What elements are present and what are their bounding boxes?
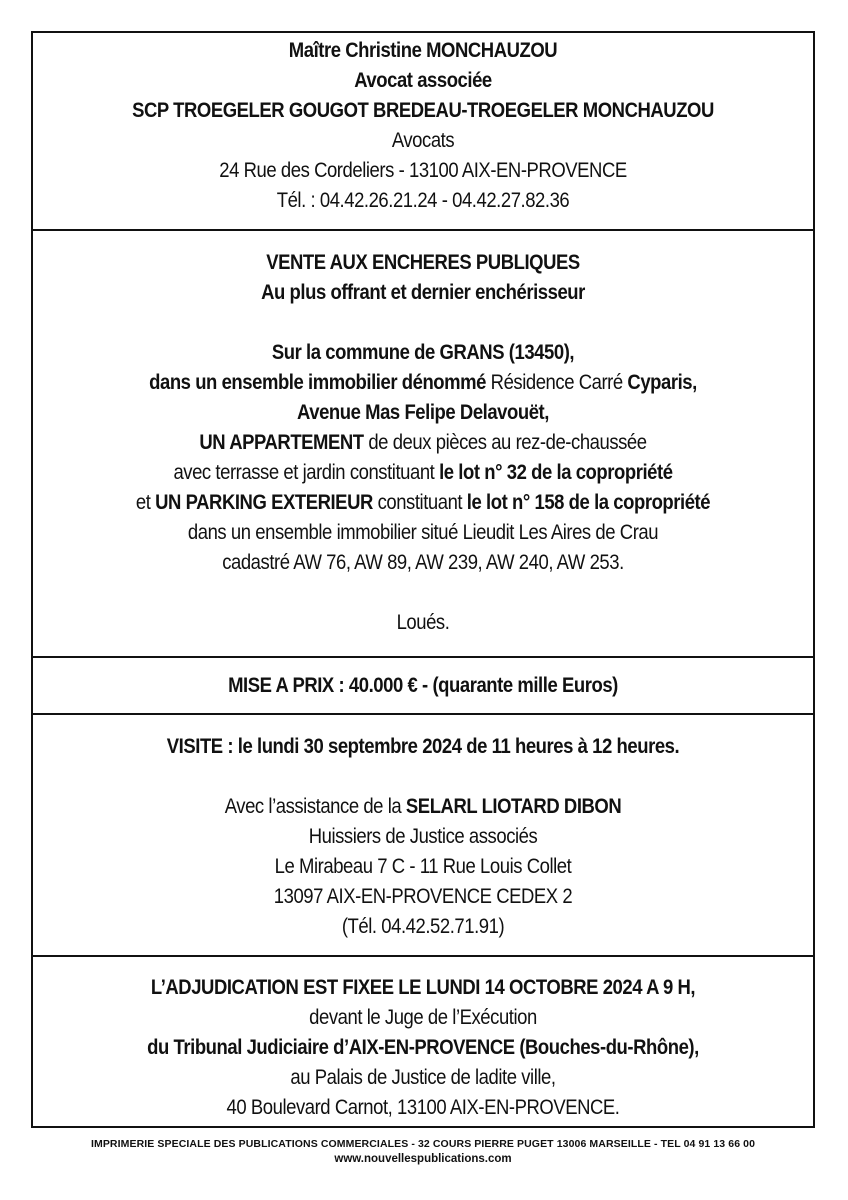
adjudication-tribunal: du Tribunal Judiciaire d’AIX-EN-PROVENCE (Bouches-du-Rhône),	[147, 1036, 699, 1059]
sale-lot-32: avec terrasse et jardin constituant le lot n° 32 de la copropriété	[173, 461, 673, 484]
price-section	[33, 658, 813, 715]
printer-footer	[31, 1137, 815, 1167]
adjudication-address: 40 Boulevard Carnot, 13100 AIX-EN-PROVENCE.	[226, 1096, 620, 1119]
firm-type: Avocats	[391, 129, 455, 152]
visit-assist: Avec l’assistance de la SELARL LIOTARD DIBON	[224, 795, 622, 818]
sale-location: dans un ensemble immobilier situé Lieudit Les Aires de Crau	[187, 521, 659, 544]
visit-address1: Le Mirabeau 7 C - 11 Rue Louis Collet	[274, 855, 572, 878]
starting-price: MISE A PRIX : 40.000 € - (quarante mille Euros)	[228, 674, 618, 697]
firm-phone: Tél. : 04.42.26.21.24 - 04.42.27.82.36	[276, 189, 570, 212]
visit-date: VISITE : le lundi 30 septembre 2024 de 11 heures à 12 heures.	[166, 735, 680, 758]
firm-name: SCP TROEGELER GOUGOT BREDEAU-TROEGELER MONCHAUZOU	[132, 99, 714, 122]
sale-title: VENTE AUX ENCHERES PUBLIQUES	[266, 251, 580, 274]
lawyer-header	[33, 33, 813, 231]
printer-info: IMPRIMERIE SPECIALE DES PUBLICATIONS COMMERCIALES - 32 COURS PIERRE PUGET 13006 MARSEILLE - TEL 04 91 13 66 00	[90, 1138, 756, 1150]
adjudication-palais: au Palais de Justice de ladite ville,	[290, 1066, 556, 1089]
visit-huissiers: Huissiers de Justice associés	[308, 825, 538, 848]
sale-ensemble: dans un ensemble immobilier dénommé Résidence Carré Cyparis,	[149, 371, 697, 394]
sale-avenue: Avenue Mas Felipe Delavouët,	[297, 401, 549, 424]
adjudication-devant: devant le Juge de l’Exécution	[309, 1006, 537, 1029]
visit-phone: (Tél. 04.42.52.71.91)	[341, 915, 505, 938]
lawyer-role: Avocat associée	[354, 69, 492, 92]
firm-address: 24 Rue des Cordeliers - 13100 AIX-EN-PROVENCE	[219, 159, 627, 182]
sale-subtitle: Au plus offrant et dernier enchérisseur	[261, 281, 585, 304]
adjudication-date: L’ADJUDICATION EST FIXEE LE LUNDI 14 OCTOBRE 2024 A 9 H,	[150, 976, 696, 999]
sale-loues: Loués.	[396, 611, 450, 634]
sale-section	[33, 231, 813, 658]
adjudication-section	[33, 957, 813, 1128]
sale-lot-158: et UN PARKING EXTERIEUR constituant le lot n° 158 de la copropriété	[135, 491, 711, 514]
sale-commune: Sur la commune de GRANS (13450),	[271, 341, 575, 364]
sale-cadastre: cadastré AW 76, AW 89, AW 239, AW 240, AW 253.	[222, 551, 624, 574]
lawyer-name: Maître Christine MONCHAUZOU	[288, 39, 558, 62]
visit-section	[33, 715, 813, 957]
sale-apartment: UN APPARTEMENT de deux pièces au rez-de-chaussée	[199, 431, 647, 454]
notice-frame	[31, 31, 815, 1128]
printer-website: www.nouvellespublications.com	[334, 1153, 512, 1165]
visit-address2: 13097 AIX-EN-PROVENCE CEDEX 2	[273, 885, 573, 908]
